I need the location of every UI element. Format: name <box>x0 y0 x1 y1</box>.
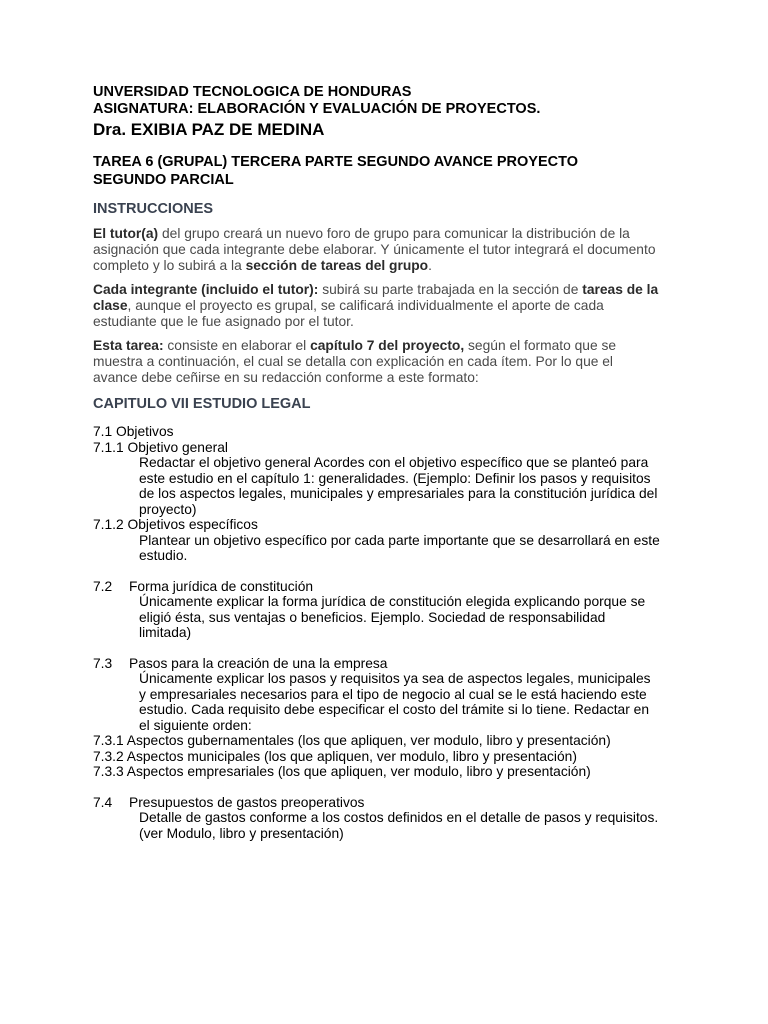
section-number: 7.4 <box>93 794 113 810</box>
outline-text-line: Únicamente explicar los pasos y requisitos ya sea de aspectos legales, municipales <box>139 671 651 686</box>
chapter-heading: CAPITULO VII ESTUDIO LEGAL <box>93 396 311 412</box>
outline-text-line: Detalle de gastos conforme a los costos definidos en el detalle de pasos y requisitos. <box>139 810 659 825</box>
task-title-line: SEGUNDO PARCIAL <box>93 172 234 188</box>
section-number: 7.2 <box>93 578 113 594</box>
section-title: Pasos para la creación de una la empresa <box>129 655 388 671</box>
task-title-line: TAREA 6 (GRUPAL) TERCERA PARTE SEGUNDO AVANCE PROYECTO <box>93 154 578 170</box>
paragraph-line <box>93 338 683 354</box>
paragraph-line <box>93 226 683 242</box>
section-title: Presupuestos de gastos preoperativos <box>129 794 365 810</box>
paragraph-line: asignación que cada integrante debe elaborar. Y únicamente el tutor integrará el documento <box>93 242 656 257</box>
paragraph-text: consiste en elaborar el <box>167 338 307 353</box>
tutor-label: El tutor(a) <box>93 226 159 241</box>
outline-text-line: limitada) <box>139 625 192 640</box>
section-7-3-3-heading: 7.3.3 Aspectos empresariales (los que apliquen, ver modulo, libro y presentación) <box>93 764 591 779</box>
instructions-heading: INSTRUCCIONES <box>93 201 214 217</box>
outline-text-line: el siguiente orden: <box>139 717 252 733</box>
paragraph-line <box>93 298 683 314</box>
task-label: Esta tarea: <box>93 338 164 353</box>
chapter-outline <box>93 424 683 841</box>
tutor-paragraph <box>93 226 683 274</box>
section-7-4-heading <box>93 795 683 811</box>
class-tasks-section: clase <box>93 298 128 313</box>
outline-text-line: Únicamente explicar la forma jurídica de constitución elegida explicando porque se <box>139 594 646 609</box>
section-title: Forma jurídica de constitución <box>129 578 314 594</box>
paragraph-line: muestra a continuación, el cual se detalla con explicación en cada ítem. Por lo que el <box>93 354 613 369</box>
outline-text-line: de los aspectos legales, municipales y empresariales para la constitución jurídica del <box>139 486 658 501</box>
paragraph-text: completo y lo subirá a la <box>93 258 242 273</box>
section-7-1-2-heading: 7.1.2 Objetivos específicos <box>93 517 258 532</box>
paragraph-text: del grupo creará un nuevo foro de grupo para comunicar la distribución de la <box>162 226 630 241</box>
outline-text-line: (ver Modulo, libro y presentación) <box>139 825 344 841</box>
spacer <box>93 780 683 795</box>
paragraph-line <box>93 258 683 274</box>
member-paragraph <box>93 282 683 330</box>
paragraph-text: subirá su parte trabajada en la sección de <box>322 282 579 297</box>
spacer <box>93 641 683 656</box>
section-number: 7.3 <box>93 655 113 671</box>
section-7-2-heading <box>93 579 683 595</box>
outline-text-line: y empresariales necesarios para el tipo de negocio al cual se le está haciendo este <box>139 686 647 702</box>
section-7-1-1-heading: 7.1.1 Objetivo general <box>93 439 228 455</box>
subject-title: ASIGNATURA: ELABORACIÓN Y EVALUACIÓN DE PROYECTOS. <box>93 101 541 117</box>
section-7-1-heading: 7.1 Objetivos <box>93 424 174 439</box>
outline-text-line: Redactar el objetivo general Acordes con el objetivo específico que se planteó para <box>139 455 649 470</box>
chapter-reference: capítulo 7 del proyecto, <box>310 338 465 353</box>
professor-name: Dra. EXIBIA PAZ DE MEDINA <box>93 120 325 139</box>
paragraph-line: avance debe ceñirse en su redacción conforme a este formato: <box>93 370 479 385</box>
outline-text-line: este estudio en el capítulo 1: generalidades. (Ejemplo: Definir los pasos y requisitos <box>139 470 651 486</box>
outline-text-line: Plantear un objetivo específico por cada parte importante que se desarrollará en este <box>139 532 660 548</box>
section-7-3-heading <box>93 656 683 672</box>
paragraph-line <box>93 282 683 298</box>
outline-text-line: estudio. <box>139 548 188 563</box>
outline-text-line: eligió ésta, sus ventajas o beneficios. Ejemplo. Sociedad de responsabilidad <box>139 609 606 625</box>
outline-text-line: estudio. Cada requisito debe especificar el costo del trámite si lo tiene. Redactar en <box>139 702 649 717</box>
class-tasks-section: tareas de la <box>582 282 659 297</box>
document-content <box>93 84 683 841</box>
section-7-3-1-heading: 7.3.1 Aspectos gubernamentales (los que apliquen, ver modulo, libro y presentación) <box>93 733 611 748</box>
paragraph-text: , aunque el proyecto es grupal, se calificará individualmente el aporte de cada <box>127 298 604 313</box>
group-tasks-section: sección de tareas del grupo <box>245 258 429 273</box>
member-label: Cada integrante (incluido el tutor): <box>93 282 319 297</box>
outline-text-line: proyecto) <box>139 501 197 517</box>
paragraph-line: estudiante que le fue asignado por el tutor. <box>93 314 354 329</box>
spacer <box>93 564 683 579</box>
paragraph-text: . <box>428 258 432 273</box>
section-7-3-2-heading: 7.3.2 Aspectos municipales (los que apliquen, ver modulo, libro y presentación) <box>93 748 577 764</box>
paragraph-text: según el formato que se <box>468 338 617 353</box>
task-paragraph <box>93 338 683 386</box>
university-name: UNVERSIDAD TECNOLOGICA DE HONDURAS <box>93 84 412 100</box>
task-title <box>93 153 683 189</box>
